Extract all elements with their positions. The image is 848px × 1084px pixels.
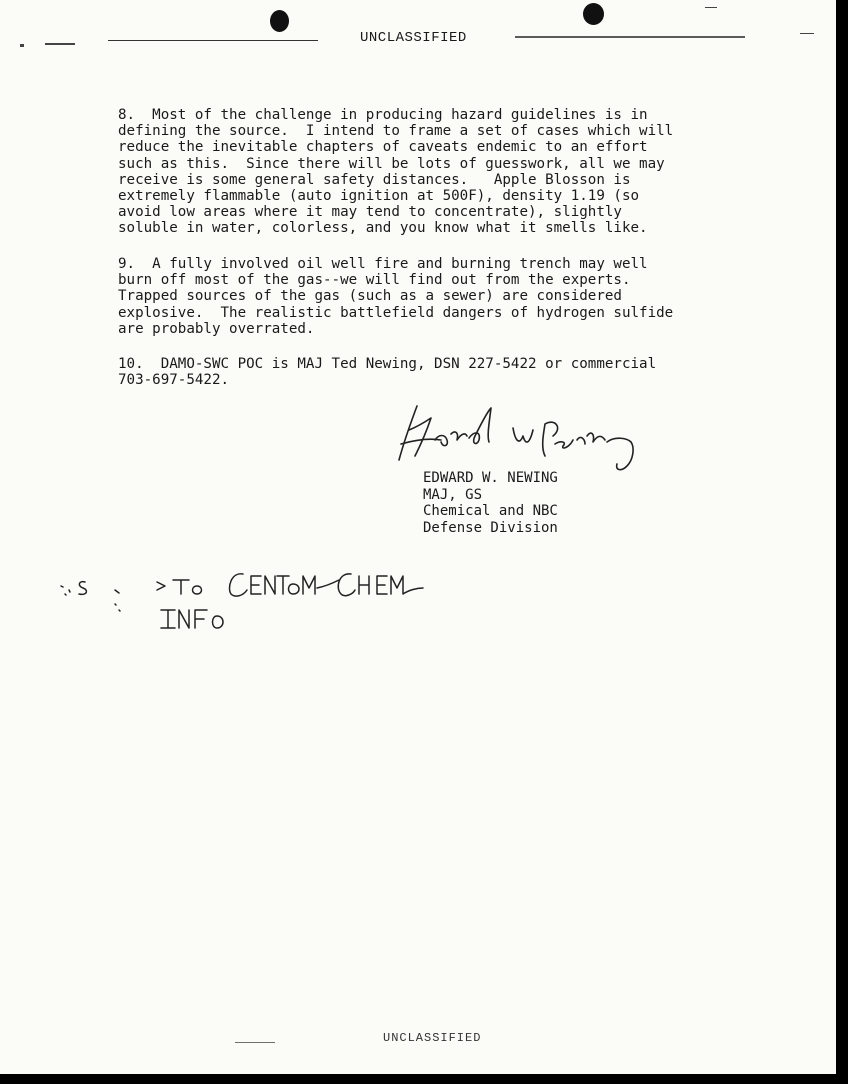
scan-speck xyxy=(800,33,814,34)
header-classification: UNCLASSIFIED xyxy=(360,30,467,46)
footer-classification: UNCLASSIFIED xyxy=(383,1031,482,1045)
signature-block: EDWARD W. NEWING MAJ, GS Chemical and NBC Defense Division xyxy=(423,470,558,536)
handwritten-routing-note xyxy=(55,560,455,635)
scan-speck xyxy=(45,43,75,45)
punch-hole-left xyxy=(270,10,289,32)
punch-hole-right xyxy=(583,3,604,25)
footer-speck xyxy=(235,1042,275,1043)
paragraph-8: 8. Most of the challenge in producing hazard guidelines is in defining the source. I intend to frame a set of cases which will reduce the inevitable chapters of caveats endemic to an effort such as this. Since there will be lots of guesswork, all we may receive is some general safety distances. Apple Blosson is extremely flammable (auto ignition at 500F), density 1.19 (so avoid low areas where it may tend to concentrate), slightly soluble in water, colorless, and you know what it smells like. xyxy=(118,107,674,237)
header-rule-left xyxy=(108,40,318,41)
header-rule-right xyxy=(515,36,745,38)
paragraph-10: 10. DAMO-SWC POC is MAJ Ted Newing, DSN 227-5422 or commercial 703-697-5422. xyxy=(118,356,657,389)
scan-speck xyxy=(20,44,24,47)
scan-speck xyxy=(705,7,717,8)
paragraph-9: 9. A fully involved oil well fire and burning trench may well burn off most of the gas--we will find out from the experts. Trapped sources of the gas (such as a sewer) are considered explosive. The realistic battlefield dangers of hydrogen sulfide are probably overrated. xyxy=(118,256,674,337)
